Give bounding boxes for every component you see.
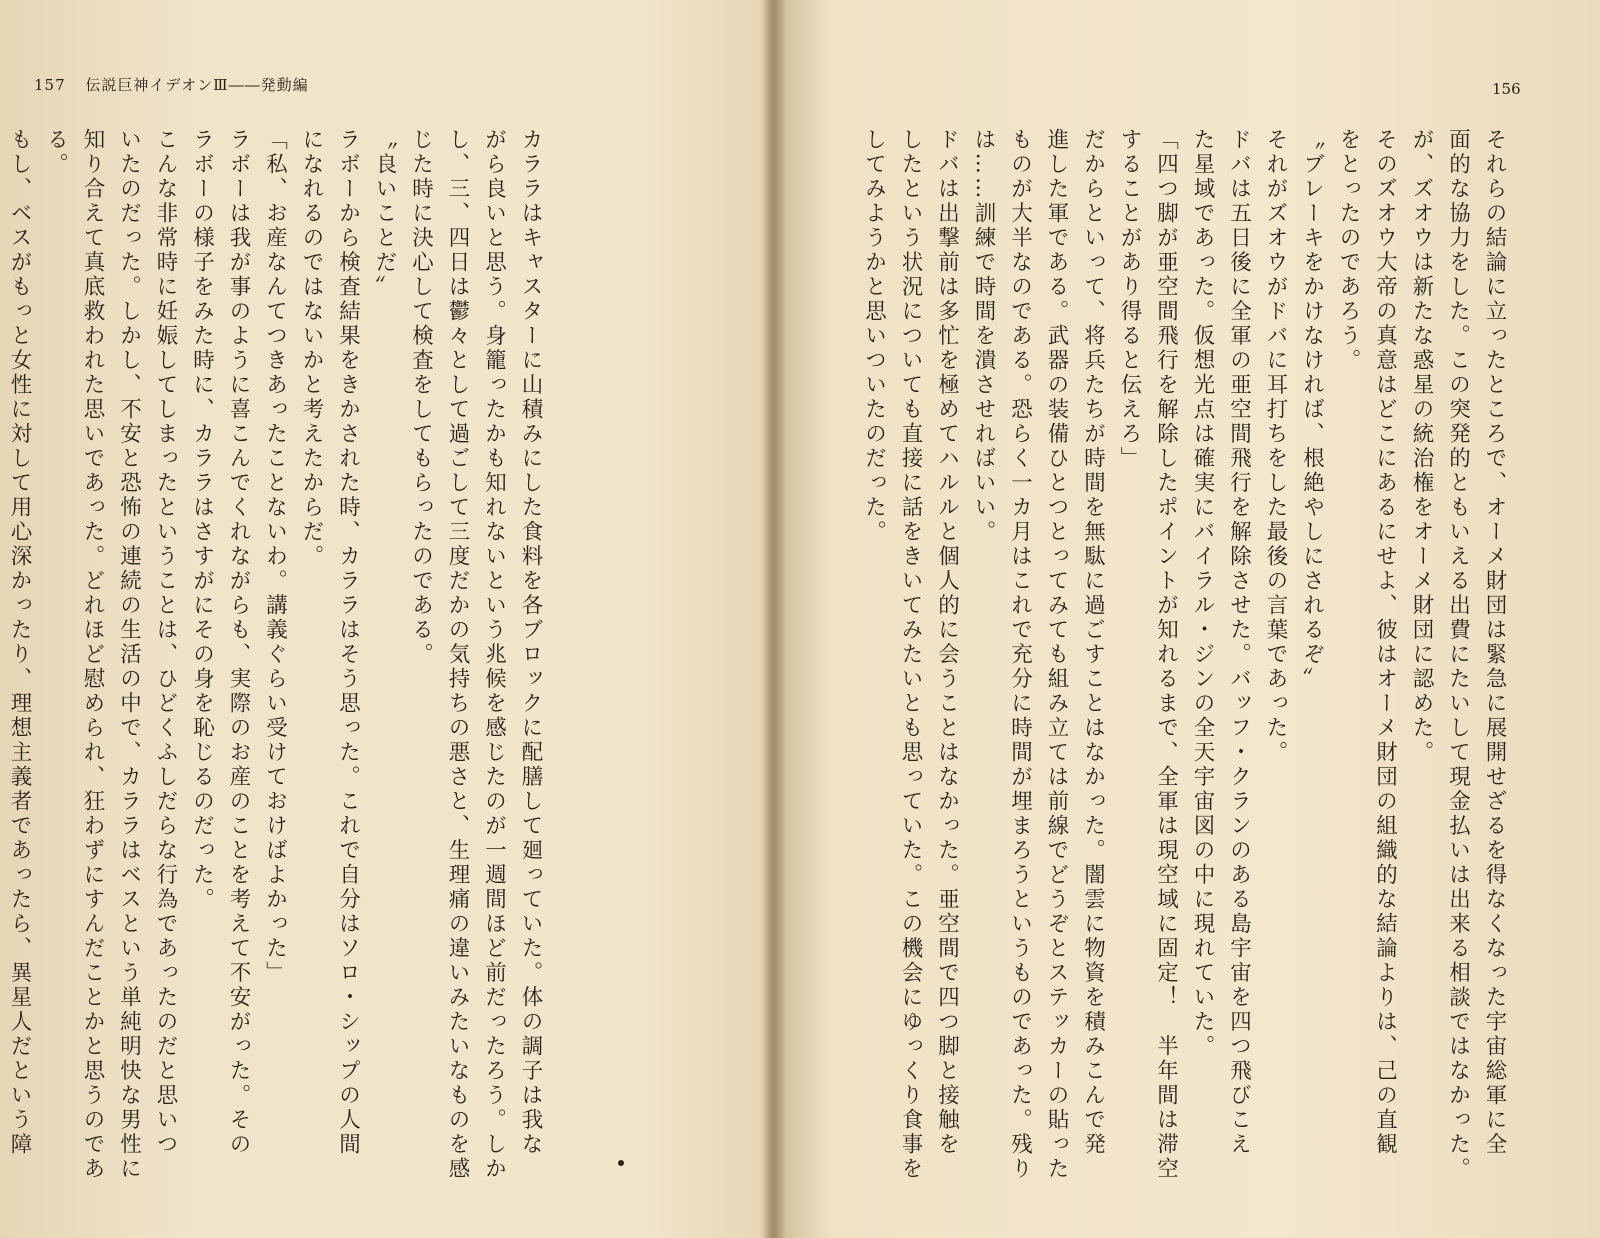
text-line: になれるのではないかと考えたからだ。 — [299, 128, 324, 569]
text-line: が、ズオウは新たな惑星の統治権をオーメ財団に認めた。 — [1409, 128, 1434, 765]
right-page-number: 156 — [1492, 80, 1521, 98]
text-line: 面的な協力をした。この突発的ともいえる出費にたいして現金払いは出来る相談ではなかった。 — [1445, 128, 1471, 1182]
text-line: もし、ベスがもっと女性に対して用心深かったり、理想主義者であったら、異星人だという障 — [7, 128, 32, 1157]
text-line: することがあり得ると伝えろ」 — [1117, 128, 1142, 471]
text-line: がら良いと思う。身籠ったかも知れないという兆候を感じたのが一週間ほど前だったろう。しか — [481, 128, 507, 1182]
text-line: をとったのであろう。 — [1336, 128, 1361, 373]
printer-dot — [618, 1160, 624, 1166]
text-line: じた時に決心して検査をしてもらったのである。 — [408, 128, 434, 667]
left-page-body-text — [0, 128, 548, 1188]
right-page-body-text — [855, 128, 1512, 1188]
text-line: し、三、四日は鬱々として過ごして三度だかの気持ちの悪さと、生理痛の違いみたいなものを感 — [445, 128, 470, 1182]
text-line: 知り合えて真底救われた思いであった。どれほど慰められ、狂わずにすんだことかと思うのであ — [80, 128, 105, 1182]
running-head — [34, 74, 309, 95]
book-title: 伝説巨神イデオンⅢ――発動編 — [85, 76, 309, 94]
text-line: 〝ブレーキをかけなければ、根絶やしにされるぞ〟 — [1299, 128, 1325, 692]
text-line: ドバは出撃前は多忙を極めてハルルと個人的に会うことはなかった。亜空間で四つ脚と接触を — [934, 128, 960, 1157]
text-line: 「私、お産なんてつきあったことないわ。講義ぐらい受けておけばよかった」 — [262, 128, 288, 986]
text-line: ドバは五日後に全軍の亜空間飛行を解除させた。バッフ・クランのある島宇宙を四つ飛びこえ — [1226, 128, 1252, 1157]
left-page-number: 157 — [34, 76, 66, 94]
text-line: る。 — [43, 128, 69, 177]
text-line: いたのだった。しかし、不安と恐怖の連続の生活の中で、カララはベスという単純明快な男性に — [116, 128, 142, 1182]
text-line — [0, 128, 1, 1188]
text-line: カララはキャスターに山積みにした食料を各ブロックに配膳して廻っていた。体の調子は我な — [518, 128, 543, 1157]
text-line: ラボーから検査結果をきかされた時、カララはそう思った。これで自分はソロ・シップの人間 — [335, 128, 361, 1157]
right-page — [778, 0, 1600, 1238]
text-line: それがズオウがドバに耳打ちをした最後の言葉であった。 — [1263, 128, 1288, 765]
text-line: 「四つ脚が亜空間飛行を解除したポイントが知れるまで、全軍は現空域に固定！ 半年間は滞空 — [1153, 128, 1179, 1182]
text-line: ものが大半なのである。恐らく一カ月はこれで充分に時間が埋まろうというものであった。残り — [1007, 128, 1033, 1182]
text-line: そのズオウ大帝の真意はどこにあるにせよ、彼はオーメ財団の組織的な結論よりは、己の直観 — [1372, 128, 1398, 1157]
text-line: 進した軍である。武器の装備ひとつとってみても組み立ては前線でどうぞとステッカーの貼った — [1044, 128, 1069, 1182]
text-line: は……訓練で時間を潰させればいい。 — [971, 128, 996, 545]
text-line: 〝良いことだ〟 — [372, 128, 397, 300]
text-line: だからといって、将兵たちが時間を無駄に過ごすことはなかった。闇雲に物資を積みこんで発 — [1080, 128, 1106, 1157]
text-line: ラボーの様子をみた時に、カララはさすがにその身を恥じるのだった。 — [189, 128, 215, 912]
left-page — [0, 0, 770, 1238]
text-line: してみようかと思いついたのだった。 — [861, 128, 887, 545]
text-line: したという状況についても直接に話をきいてみたいとも思っていた。この機会にゆっくり食事を — [898, 128, 923, 1182]
text-line: こんな非常時に妊娠してしまったということは、ひどくふしだらな行為であったのだと思いつ — [153, 128, 178, 1157]
text-line: それらの結論に立ったところで、オーメ財団は緊急に展開せざるを得なくなった宇宙総軍に全 — [1482, 128, 1507, 1157]
text-line: ラボーは我が事のように喜こんでくれながらも、実際のお産のことを考えて不安がった。その — [226, 128, 251, 1157]
text-line: た星域であった。仮想光点は確実にバイラル・ジンの全天宇宙図の中に現れていた。 — [1190, 128, 1215, 1059]
